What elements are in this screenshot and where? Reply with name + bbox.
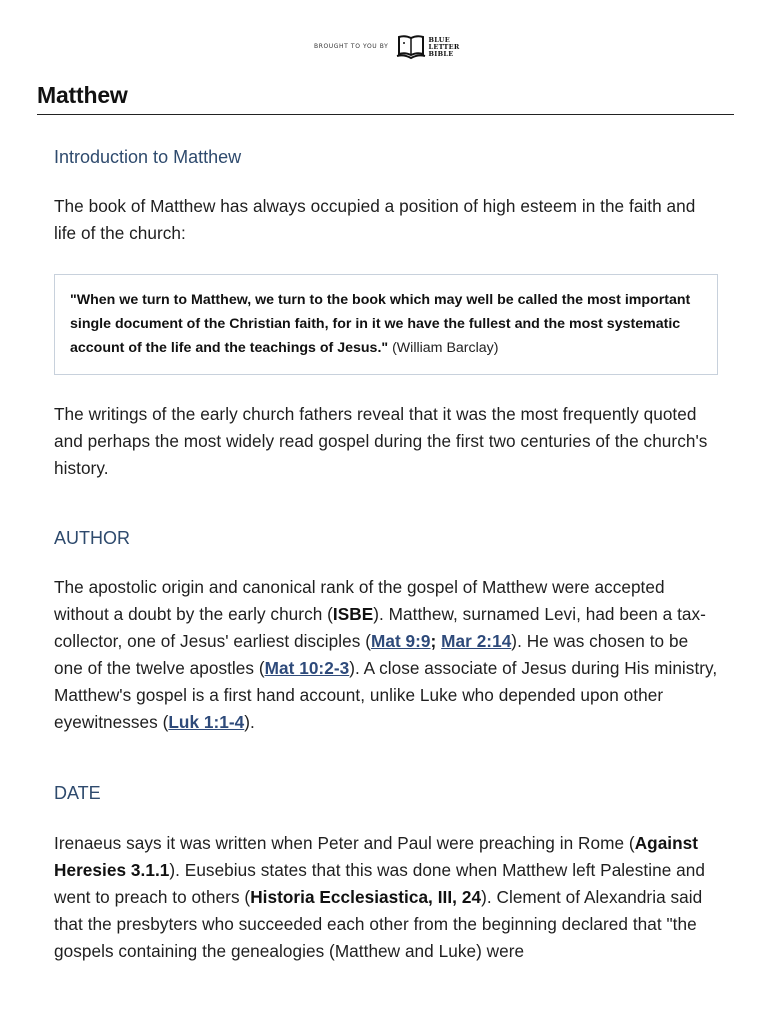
barclay-quote [54,274,718,375]
ref-separator: ; [430,631,442,651]
brand-name-line: BLUE [428,35,450,44]
brand-prefix: BROUGHT TO YOU BY [314,42,389,50]
against-heresies-citation: Against Heresies 3.1.1 [54,833,699,880]
author-text: ). [244,712,255,732]
isbe-citation: ISBE [332,604,374,624]
ref-link-luk-1-1-4[interactable]: Luk 1:1-4 [168,712,245,732]
ref-link-mat-9-9[interactable]: Mat 9:9 [370,631,431,651]
date-paragraph [54,830,718,965]
author-text: The apostolic origin and canonical rank of the gospel of Matthew were accepted without a doubt by the early church ( [54,577,665,624]
date-text: Irenaeus says it was written when Peter and Paul were preaching in Rome ( [54,833,635,853]
author-text: ). A close associate of Jesus during His ministry, Matthew's gospel is a first hand account, unlike Luke who depended upon other eyewitnesses ( [54,658,718,732]
brand-name-line: BIBLE [428,49,454,58]
author-heading: AUTHOR [54,528,130,548]
church-fathers-paragraph: The writings of the early church fathers reveal that it was the most frequently quoted and perhaps the most widely read gospel during the first two centuries of the church's history. [54,404,708,478]
quote-text: "When we turn to Matthew, we turn to the book which may well be called the most important single document of the Christian faith, for in it we have the fullest and the most systematic account of the life and the teachings of Jesus." [70,292,691,356]
date-text: ). Eusebius states that this was done when Matthew left Palestine and went to preach to others ( [54,860,705,907]
page-title: Matthew [37,82,128,108]
author-text: ). Matthew, surnamed Levi, had been a tax-collector, one of Jesus' earliest disciples ( [54,604,706,651]
ref-link-mar-2-14[interactable]: Mar 2:14 [441,631,512,651]
open-book-logo-icon [396,33,426,61]
author-paragraph [54,574,718,736]
intro-heading: Introduction to Matthew [54,147,242,167]
brand-name [428,37,459,58]
historia-ecclesiastica-citation: Historia Ecclesiastica, III, 24 [250,887,482,907]
article-content [54,144,718,965]
date-heading: DATE [54,783,101,803]
brand-banner [314,30,460,64]
date-text: ). Clement of Alexandria said that the presbyters who succeeded each other from the beginning declared that "the gospels containing the genealogies (Matthew and Luke) were [54,887,703,961]
title-divider [37,114,734,115]
intro-paragraph: The book of Matthew has always occupied a position of high esteem in the faith and life of the church: [54,196,696,243]
brand-name-line: LETTER [428,42,460,51]
quote-attribution: (William Barclay) [388,340,499,356]
author-text: ). He was chosen to be one of the twelve apostles ( [54,631,689,678]
ref-link-mat-10-2-3[interactable]: Mat 10:2-3 [264,658,350,678]
